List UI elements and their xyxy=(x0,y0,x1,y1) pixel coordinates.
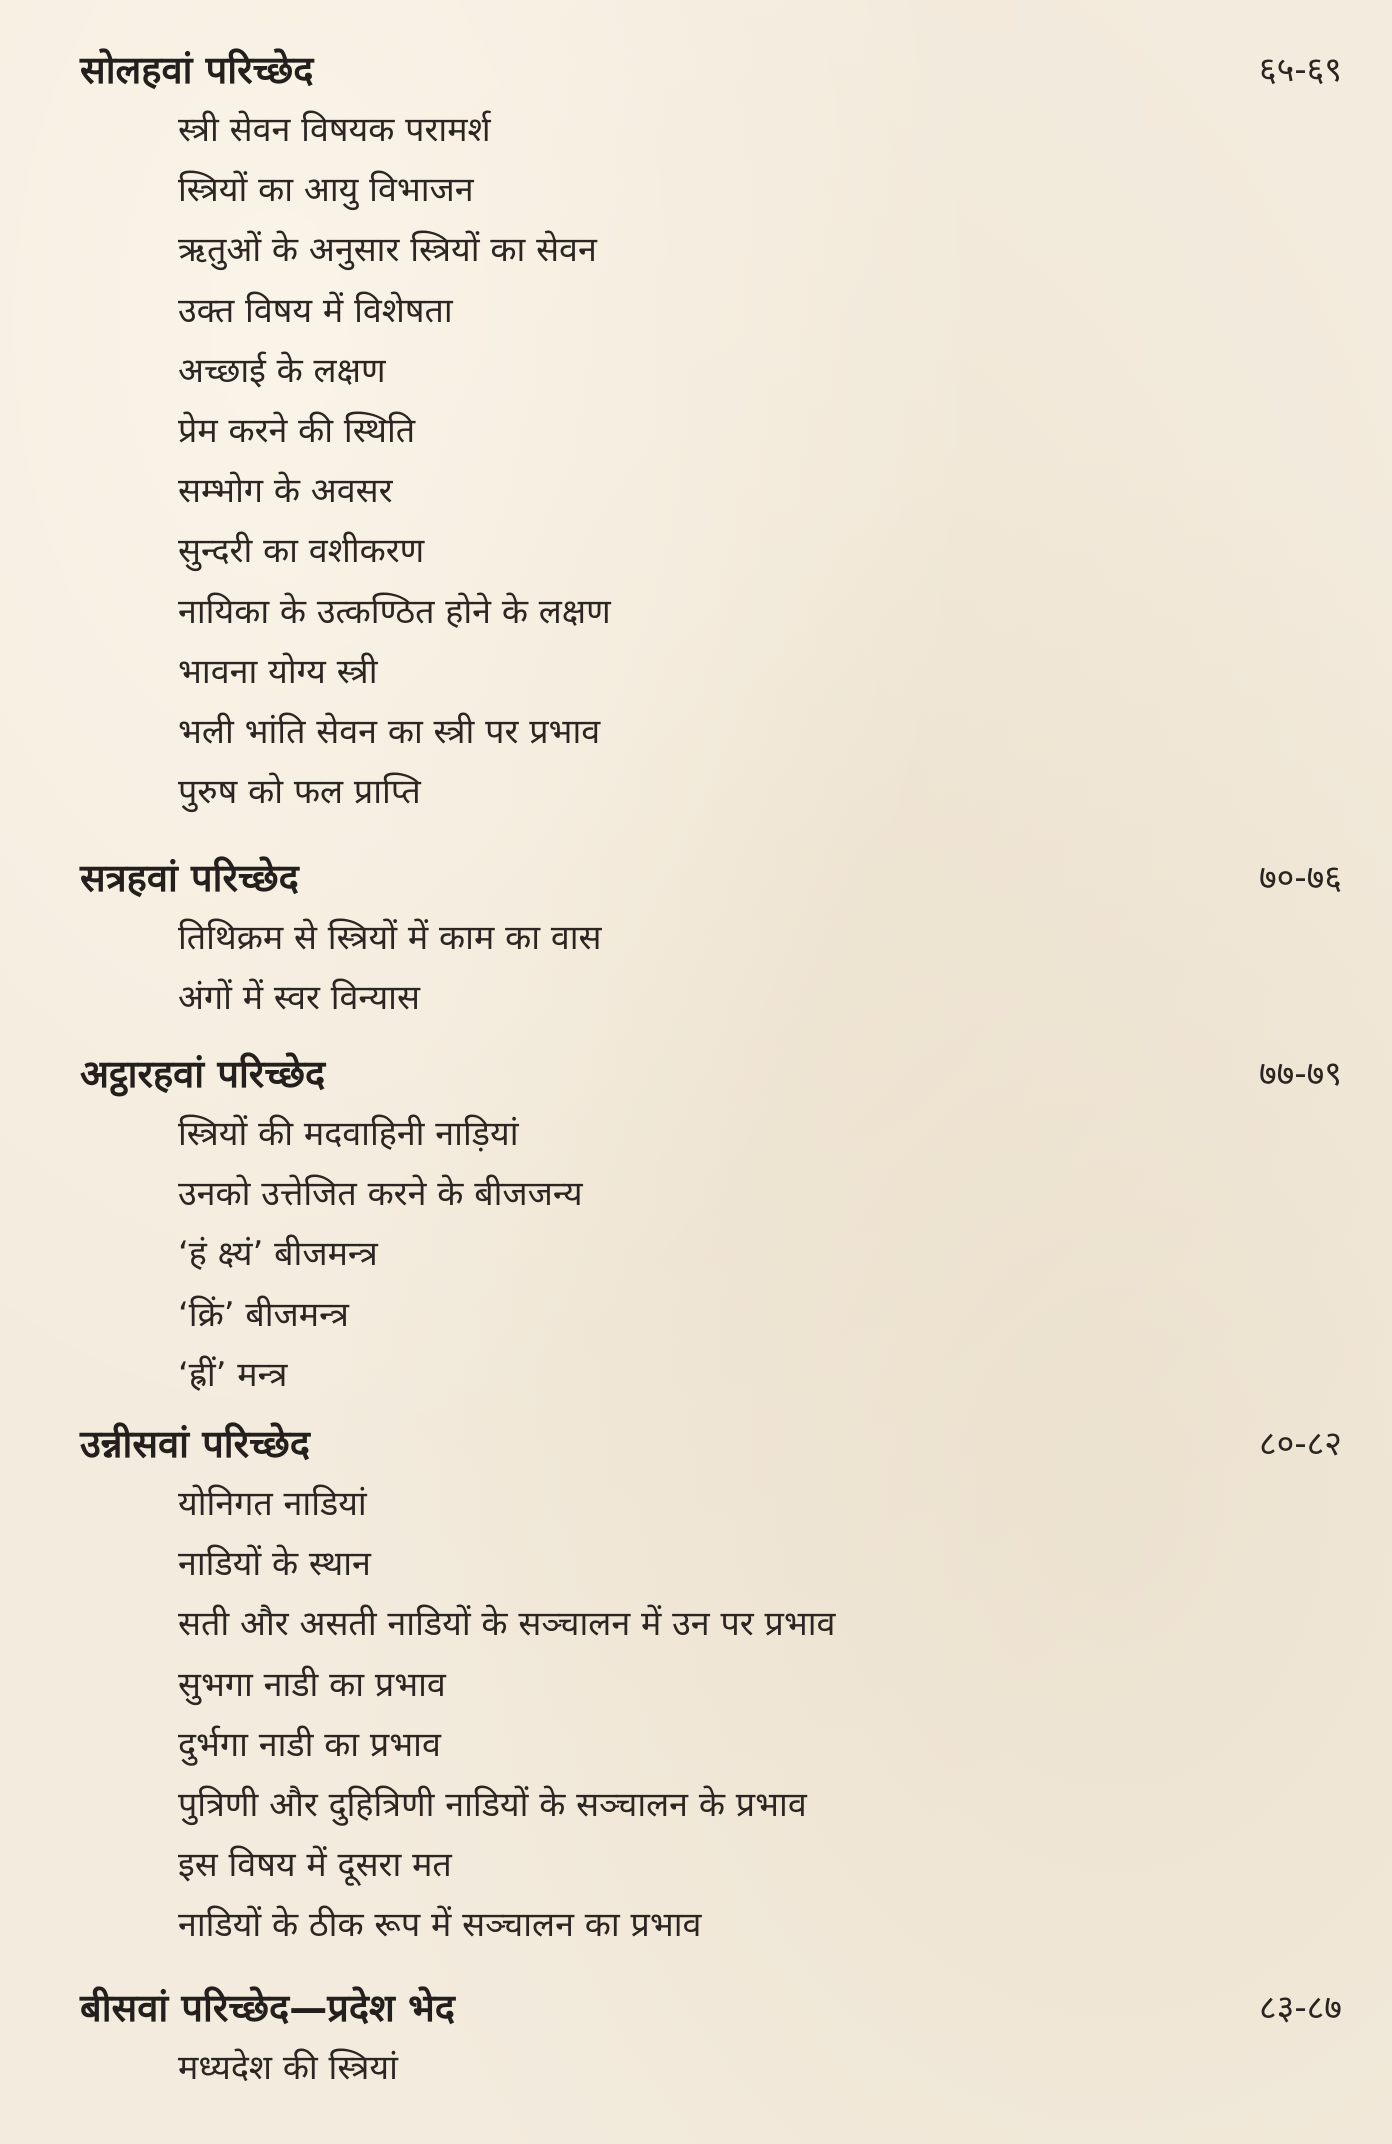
topic-item: पुत्रिणी और दुहित्रिणी नाडियों के सञ्चालन के प्रभाव xyxy=(178,1784,807,1825)
toc-section xyxy=(0,848,1392,1028)
topic-item: स्त्रियों की मदवाहिनी नाड़ियां xyxy=(178,1114,519,1154)
page-range: ८०-८२ xyxy=(1259,1424,1342,1464)
topic-item: सम्भोग के अवसर xyxy=(178,471,393,512)
topic-item: नाडियों के ठीक रूप में सञ्चालन का प्रभाव xyxy=(178,1905,702,1946)
topic-item: नाडियों के स्थान xyxy=(178,1544,371,1585)
page-range: ६५-६९ xyxy=(1259,50,1342,90)
topic-item: पुरुष को फल प्राप्ति xyxy=(178,772,421,813)
topic-list xyxy=(0,1474,1392,1956)
section-heading-row xyxy=(0,1414,1392,1474)
topic-item: नायिका के उत्कण्ठित होने के लक्षण xyxy=(178,591,611,632)
section-heading-row xyxy=(0,40,1392,100)
topic-item: सती और असती नाडियों के सञ्चालन में उन पर प्रभाव xyxy=(178,1604,836,1645)
topic-item: इस विषय में दूसरा मत xyxy=(178,1845,452,1886)
topic-item: तिथिक्रम से स्त्रियों में काम का वास xyxy=(178,918,602,958)
topic-list xyxy=(0,908,1392,1028)
toc-section xyxy=(0,1044,1392,1405)
topic-item: ‘ह्रीं’ मन्त्र xyxy=(178,1354,288,1395)
topic-item: दुर्भगा नाडी का प्रभाव xyxy=(178,1724,441,1765)
section-heading-row xyxy=(0,1978,1392,2038)
topic-item: ऋतुओं के अनुसार स्त्रियों का सेवन xyxy=(178,230,597,271)
topic-item: ‘हं क्ष्यं’ बीजमन्त्र xyxy=(178,1234,378,1275)
topic-list xyxy=(0,1104,1392,1405)
topic-item: भली भांति सेवन का स्त्री पर प्रभाव xyxy=(178,711,601,752)
section-heading: बीसवां परिच्छेद—प्रदेश भेद xyxy=(80,1986,455,2030)
topic-item: ‘क्रिं’ बीजमन्त्र xyxy=(178,1294,349,1335)
topic-item: सुन्दरी का वशीकरण xyxy=(178,531,425,572)
topic-item: उनको उत्तेजित करने के बीजजन्य xyxy=(178,1174,583,1215)
section-heading: अट्ठारहवां परिच्छेद xyxy=(80,1052,326,1096)
section-heading-row xyxy=(0,848,1392,908)
topic-list xyxy=(0,2038,1392,2098)
page-range: ७०-७६ xyxy=(1259,858,1342,898)
topic-item: अंगों में स्वर विन्यास xyxy=(178,978,420,1019)
topic-item: योनिगत नाडियां xyxy=(178,1484,367,1524)
toc-section xyxy=(0,1414,1392,1956)
topic-item: स्त्रियों का आयु विभाजन xyxy=(178,170,474,211)
topic-item: उक्त विषय में विशेषता xyxy=(178,290,453,331)
section-heading-row xyxy=(0,1044,1392,1104)
topic-item: मध्यदेश की स्त्रियां xyxy=(178,2048,398,2088)
section-heading: सत्रहवां परिच्छेद xyxy=(80,856,299,900)
toc-section xyxy=(0,40,1392,822)
section-heading: उन्नीसवां परिच्छेद xyxy=(80,1422,310,1466)
topic-item: अच्छाई के लक्षण xyxy=(178,350,386,391)
topic-item: प्रेम करने की स्थिति xyxy=(178,410,416,451)
topic-list xyxy=(0,100,1392,822)
topic-item: भावना योग्य स्त्री xyxy=(178,651,378,692)
page-range: ७७-७९ xyxy=(1259,1054,1342,1094)
topic-item: सुभगा नाडी का प्रभाव xyxy=(178,1664,446,1705)
topic-item: स्त्री सेवन विषयक परामर्श xyxy=(178,110,491,150)
section-heading: सोलहवां परिच्छेद xyxy=(80,48,314,92)
page-range: ८३-८७ xyxy=(1259,1988,1342,2028)
toc-section xyxy=(0,1978,1392,2098)
